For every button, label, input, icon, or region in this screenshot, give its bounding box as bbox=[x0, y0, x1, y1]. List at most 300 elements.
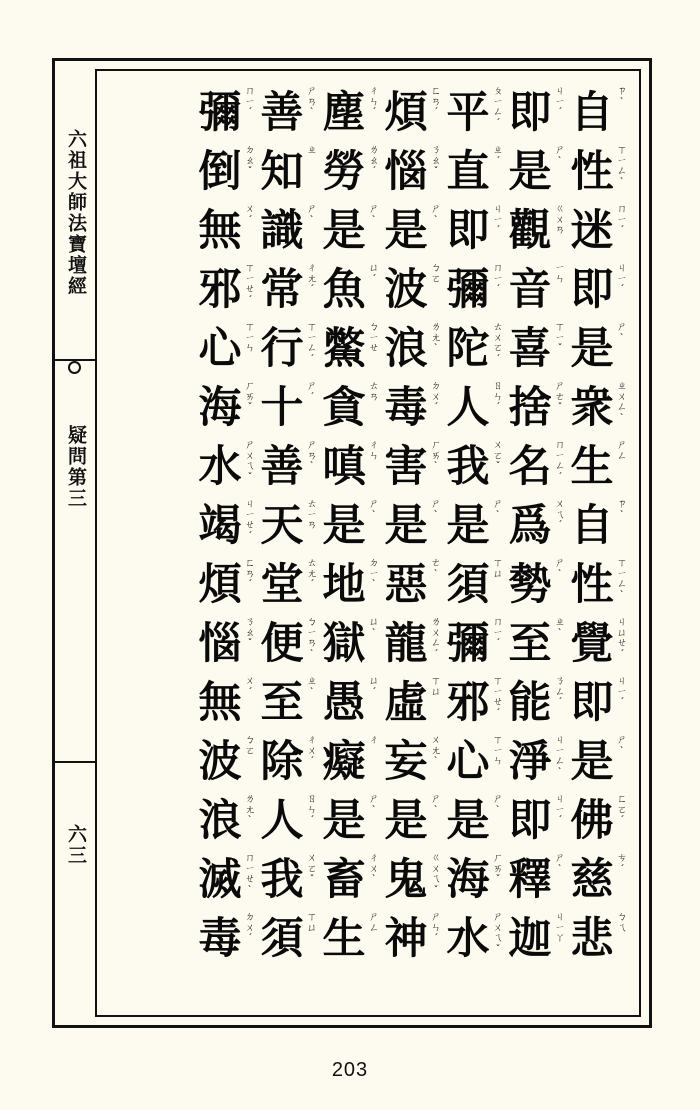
glyph-cell bbox=[443, 496, 505, 555]
bopomofo-annotation: ㄉㄧˋ bbox=[369, 558, 379, 590]
glyph-cell bbox=[381, 791, 443, 850]
han-character: 天 bbox=[260, 500, 304, 551]
bopomofo-annotation: ㄌㄠˊ bbox=[369, 145, 379, 177]
bopomofo-annotation: ㄔㄣˊ bbox=[369, 86, 379, 118]
bopomofo-annotation: ㄨˊ bbox=[245, 204, 255, 226]
han-character: 人 bbox=[260, 795, 304, 846]
glyph-cell bbox=[319, 791, 381, 850]
han-character: 無 bbox=[198, 677, 242, 728]
bopomofo-annotation: ㄕㄨㄟˇ bbox=[493, 912, 503, 955]
bopomofo-annotation: ㄅㄟ bbox=[617, 912, 627, 934]
bopomofo-annotation: ㄇㄧˊ bbox=[245, 86, 255, 118]
glyph-cell bbox=[319, 496, 381, 555]
sutra-title: 六祖大師法寶壇經 bbox=[65, 129, 87, 297]
bopomofo-annotation: ㄍㄨㄟˇ bbox=[431, 853, 441, 896]
han-character: 是 bbox=[570, 736, 614, 787]
text-column bbox=[319, 81, 381, 968]
han-character: 迷 bbox=[570, 205, 614, 256]
han-character: 衆 bbox=[570, 382, 614, 433]
glyph-cell bbox=[195, 319, 257, 378]
han-character: 畜 bbox=[322, 854, 366, 905]
han-character: 名 bbox=[508, 441, 552, 492]
bopomofo-annotation: ㄕˋ bbox=[493, 794, 503, 816]
bopomofo-annotation: ㄐㄩㄝˊ bbox=[617, 617, 627, 660]
bopomofo-annotation: ㄐㄧㄥˋ bbox=[555, 735, 565, 778]
bopomofo-annotation: ㄊㄤˊ bbox=[307, 558, 317, 590]
han-character: 勢 bbox=[508, 559, 552, 610]
glyph-cell bbox=[195, 614, 257, 673]
glyph-cell bbox=[505, 909, 567, 968]
bopomofo-annotation: ㄋㄥˊ bbox=[555, 676, 565, 708]
glyph-cell bbox=[319, 614, 381, 673]
bopomofo-annotation: ㄕˋ bbox=[369, 794, 379, 816]
han-character: 行 bbox=[260, 323, 304, 374]
bopomofo-annotation: ㄒㄧˇ bbox=[555, 322, 565, 354]
glyph-cell bbox=[319, 673, 381, 732]
han-character: 龍 bbox=[384, 618, 428, 669]
han-character: 是 bbox=[384, 795, 428, 846]
han-character: 勞 bbox=[322, 146, 366, 197]
text-column bbox=[195, 81, 257, 968]
bopomofo-annotation: ㄕˋ bbox=[369, 499, 379, 521]
han-character: 毒 bbox=[384, 382, 428, 433]
bopomofo-annotation: ㄕˋ bbox=[307, 204, 317, 226]
glyph-cell bbox=[505, 850, 567, 909]
bopomofo-annotation: ㄗˋ bbox=[617, 86, 627, 108]
glyph-cell bbox=[319, 83, 381, 142]
text-column bbox=[443, 81, 505, 968]
bopomofo-annotation: ㄅㄛ bbox=[431, 263, 441, 285]
glyph-cell bbox=[257, 201, 319, 260]
han-character: 地 bbox=[322, 559, 366, 610]
han-character: 常 bbox=[260, 264, 304, 315]
han-character: 煩 bbox=[384, 87, 428, 138]
glyph-cell bbox=[505, 378, 567, 437]
han-character: 音 bbox=[508, 264, 552, 315]
han-character: 魚 bbox=[322, 264, 366, 315]
han-character: 惡 bbox=[384, 559, 428, 610]
han-character: 我 bbox=[446, 441, 490, 492]
side-divider-bottom bbox=[55, 761, 95, 763]
han-character: 知 bbox=[260, 146, 304, 197]
han-character: 水 bbox=[446, 913, 490, 964]
bopomofo-annotation: ㄆㄧㄥˊ bbox=[493, 86, 503, 129]
glyph-cell bbox=[505, 83, 567, 142]
glyph-cell bbox=[443, 378, 505, 437]
bopomofo-annotation: ㄈㄛˊ bbox=[617, 794, 627, 826]
glyph-cell bbox=[443, 201, 505, 260]
han-character: 海 bbox=[446, 854, 490, 905]
han-character: 愚 bbox=[322, 677, 366, 728]
glyph-cell bbox=[257, 260, 319, 319]
glyph-cell bbox=[443, 83, 505, 142]
han-character: 陀 bbox=[446, 323, 490, 374]
bopomofo-annotation: ㄕㄥ bbox=[617, 440, 627, 462]
glyph-cell bbox=[257, 378, 319, 437]
glyph-cell bbox=[257, 732, 319, 791]
han-character: 彌 bbox=[446, 264, 490, 315]
glyph-cell bbox=[319, 437, 381, 496]
text-column bbox=[505, 81, 567, 968]
glyph-cell bbox=[195, 909, 257, 968]
han-character: 是 bbox=[322, 795, 366, 846]
bopomofo-annotation: ㄒㄧㄣ bbox=[493, 735, 503, 767]
bopomofo-annotation: ㄒㄧㄥˋ bbox=[617, 145, 627, 188]
bopomofo-annotation: ㄈㄢˊ bbox=[245, 558, 255, 590]
glyph-cell bbox=[505, 555, 567, 614]
han-character: 自 bbox=[570, 500, 614, 551]
bopomofo-annotation: ㄖㄣˊ bbox=[307, 794, 317, 826]
han-character: 生 bbox=[570, 441, 614, 492]
bopomofo-annotation: ㄔㄨˊ bbox=[307, 735, 317, 767]
bopomofo-annotation: ㄍㄨㄢ bbox=[555, 204, 565, 236]
han-character: 水 bbox=[198, 441, 242, 492]
text-column bbox=[381, 81, 443, 968]
inner-text-frame bbox=[95, 69, 641, 1017]
bopomofo-annotation: ㄒㄧㄝˊ bbox=[245, 263, 255, 306]
han-character: 無 bbox=[198, 205, 242, 256]
han-character: 即 bbox=[570, 677, 614, 728]
han-character: 浪 bbox=[198, 795, 242, 846]
han-character: 彌 bbox=[446, 618, 490, 669]
han-character: 平 bbox=[446, 87, 490, 138]
han-character: 是 bbox=[384, 205, 428, 256]
bopomofo-annotation: ㄩˊ bbox=[369, 263, 379, 285]
bopomofo-annotation: ㄨㄛˇ bbox=[493, 440, 503, 472]
bopomofo-annotation: ㄓˋ bbox=[555, 617, 565, 639]
han-character: 鬼 bbox=[384, 854, 428, 905]
han-character: 堂 bbox=[260, 559, 304, 610]
han-character: 除 bbox=[260, 736, 304, 787]
glyph-cell bbox=[567, 378, 629, 437]
bopomofo-annotation: ㄩˋ bbox=[369, 617, 379, 639]
han-character: 佛 bbox=[570, 795, 614, 846]
glyph-cell bbox=[319, 142, 381, 201]
glyph-cell bbox=[195, 142, 257, 201]
glyph-cell bbox=[567, 496, 629, 555]
bopomofo-annotation: ㄐㄧㄚ bbox=[555, 912, 565, 944]
han-character: 性 bbox=[570, 146, 614, 197]
glyph-cell bbox=[443, 791, 505, 850]
glyph-cell bbox=[257, 496, 319, 555]
glyph-cell bbox=[443, 142, 505, 201]
han-character: 海 bbox=[198, 382, 242, 433]
bopomofo-annotation: ㄇㄧˊ bbox=[493, 617, 503, 649]
han-character: 是 bbox=[570, 323, 614, 374]
han-character: 神 bbox=[384, 913, 428, 964]
han-character: 鱉 bbox=[322, 323, 366, 374]
han-character: 識 bbox=[260, 205, 304, 256]
bopomofo-annotation: ㄋㄠˇ bbox=[431, 145, 441, 177]
vertical-text-columns bbox=[107, 81, 629, 1005]
bopomofo-annotation: ㄩˊ bbox=[369, 676, 379, 698]
bopomofo-annotation: ㄨㄤˋ bbox=[431, 735, 441, 767]
bopomofo-annotation: ㄔㄨˋ bbox=[369, 853, 379, 885]
han-character: 即 bbox=[446, 205, 490, 256]
glyph-cell bbox=[319, 850, 381, 909]
han-character: 至 bbox=[508, 618, 552, 669]
glyph-cell bbox=[567, 437, 629, 496]
glyph-cell bbox=[443, 555, 505, 614]
han-character: 獄 bbox=[322, 618, 366, 669]
glyph-cell bbox=[195, 673, 257, 732]
glyph-cell bbox=[195, 732, 257, 791]
text-block-frame bbox=[52, 58, 652, 1028]
bopomofo-annotation: ㄅㄧㄝ bbox=[369, 322, 379, 354]
han-character: 爲 bbox=[508, 500, 552, 551]
glyph-cell bbox=[505, 791, 567, 850]
glyph-cell bbox=[505, 142, 567, 201]
han-character: 十 bbox=[260, 382, 304, 433]
glyph-cell bbox=[567, 673, 629, 732]
glyph-cell bbox=[257, 319, 319, 378]
glyph-cell bbox=[381, 83, 443, 142]
han-character: 貪 bbox=[322, 382, 366, 433]
bopomofo-annotation: ㄖㄣˊ bbox=[493, 381, 503, 413]
bopomofo-annotation: ㄐㄧˊ bbox=[555, 794, 565, 826]
ring-marker-icon bbox=[68, 361, 81, 374]
glyph-cell bbox=[505, 201, 567, 260]
bopomofo-annotation: ㄋㄠˇ bbox=[245, 617, 255, 649]
glyph-cell bbox=[567, 201, 629, 260]
han-character: 虛 bbox=[384, 677, 428, 728]
bopomofo-annotation: ㄒㄩ bbox=[431, 676, 441, 698]
glyph-cell bbox=[443, 673, 505, 732]
bopomofo-annotation: ㄕˋ bbox=[555, 558, 565, 580]
glyph-cell bbox=[505, 732, 567, 791]
glyph-cell bbox=[505, 673, 567, 732]
bopomofo-annotation: ㄕˋ bbox=[617, 735, 627, 757]
bopomofo-annotation: ㄕˋ bbox=[431, 204, 441, 226]
bopomofo-annotation: ㄌㄤˋ bbox=[245, 794, 255, 826]
han-character: 覺 bbox=[570, 618, 614, 669]
glyph-cell bbox=[319, 260, 381, 319]
glyph-cell bbox=[195, 260, 257, 319]
bopomofo-annotation: ㄘˊ bbox=[617, 853, 627, 875]
glyph-cell bbox=[381, 614, 443, 673]
han-character: 彌 bbox=[198, 87, 242, 138]
han-character: 便 bbox=[260, 618, 304, 669]
han-character: 須 bbox=[446, 559, 490, 610]
han-character: 我 bbox=[260, 854, 304, 905]
bopomofo-annotation: ㄓ bbox=[307, 145, 317, 156]
glyph-cell bbox=[319, 201, 381, 260]
bopomofo-annotation: ㄇㄧㄝˋ bbox=[245, 853, 255, 896]
glyph-cell bbox=[567, 142, 629, 201]
glyph-cell bbox=[443, 909, 505, 968]
bopomofo-annotation: ㄓˋ bbox=[307, 676, 317, 698]
bopomofo-annotation: ㄒㄧㄥˊ bbox=[307, 322, 317, 365]
bopomofo-annotation: ㄕˋ bbox=[555, 853, 565, 875]
glyph-cell bbox=[257, 142, 319, 201]
bopomofo-annotation: ㄜˋ bbox=[431, 558, 441, 580]
glyph-cell bbox=[505, 260, 567, 319]
printed-page-number: 203 bbox=[331, 1059, 369, 1081]
glyph-cell bbox=[505, 437, 567, 496]
han-character: 迦 bbox=[508, 913, 552, 964]
han-character: 波 bbox=[384, 264, 428, 315]
han-character: 害 bbox=[384, 441, 428, 492]
glyph-cell bbox=[319, 378, 381, 437]
glyph-cell bbox=[195, 378, 257, 437]
han-character: 心 bbox=[198, 323, 242, 374]
glyph-cell bbox=[257, 437, 319, 496]
bopomofo-annotation: ㄨㄟˊ bbox=[555, 499, 565, 531]
glyph-cell bbox=[257, 673, 319, 732]
glyph-cell bbox=[195, 555, 257, 614]
han-character: 邪 bbox=[446, 677, 490, 728]
glyph-cell bbox=[195, 437, 257, 496]
bopomofo-annotation: ㄌㄤˋ bbox=[431, 322, 441, 354]
glyph-cell bbox=[381, 909, 443, 968]
glyph-cell bbox=[443, 850, 505, 909]
glyph-cell bbox=[257, 614, 319, 673]
bopomofo-annotation: ㄒㄧㄥˋ bbox=[617, 558, 627, 601]
glyph-cell bbox=[567, 555, 629, 614]
glyph-cell bbox=[381, 319, 443, 378]
bopomofo-annotation: ㄔㄣ bbox=[369, 440, 379, 462]
bopomofo-annotation: ㄉㄨˊ bbox=[431, 381, 441, 413]
bopomofo-annotation: ㄈㄢˊ bbox=[431, 86, 441, 118]
glyph-cell bbox=[195, 850, 257, 909]
glyph-cell bbox=[381, 732, 443, 791]
bopomofo-annotation: ㄌㄨㄥˊ bbox=[431, 617, 441, 660]
han-character: 煩 bbox=[198, 559, 242, 610]
glyph-cell bbox=[381, 496, 443, 555]
glyph-cell bbox=[257, 791, 319, 850]
han-character: 妄 bbox=[384, 736, 428, 787]
glyph-cell bbox=[381, 260, 443, 319]
glyph-cell bbox=[505, 614, 567, 673]
glyph-cell bbox=[381, 142, 443, 201]
han-character: 竭 bbox=[198, 500, 242, 551]
glyph-cell bbox=[567, 319, 629, 378]
glyph-cell bbox=[319, 909, 381, 968]
bopomofo-annotation: ㄨㄛˇ bbox=[307, 853, 317, 885]
bopomofo-annotation: ㄕˋ bbox=[493, 499, 503, 521]
bopomofo-annotation: ㄕˋ bbox=[617, 322, 627, 344]
glyph-cell bbox=[443, 260, 505, 319]
han-character: 生 bbox=[322, 913, 366, 964]
glyph-cell bbox=[319, 732, 381, 791]
bopomofo-annotation: ㄕㄜˇ bbox=[555, 381, 565, 413]
bopomofo-annotation: ㄗˋ bbox=[617, 499, 627, 521]
han-character: 毒 bbox=[198, 913, 242, 964]
han-character: 癡 bbox=[322, 736, 366, 787]
han-character: 人 bbox=[446, 382, 490, 433]
glyph-cell bbox=[381, 850, 443, 909]
bopomofo-annotation: ㄇㄧˊ bbox=[493, 263, 503, 295]
glyph-cell bbox=[319, 319, 381, 378]
han-character: 觀 bbox=[508, 205, 552, 256]
han-character: 惱 bbox=[198, 618, 242, 669]
han-character: 慈 bbox=[570, 854, 614, 905]
han-character: 善 bbox=[260, 441, 304, 492]
glyph-cell bbox=[567, 260, 629, 319]
text-column bbox=[257, 81, 319, 968]
bopomofo-annotation: ㄐㄧˊ bbox=[493, 204, 503, 236]
han-character: 浪 bbox=[384, 323, 428, 374]
han-character: 心 bbox=[446, 736, 490, 787]
han-character: 直 bbox=[446, 146, 490, 197]
glyph-cell bbox=[319, 555, 381, 614]
han-character: 惱 bbox=[384, 146, 428, 197]
glyph-cell bbox=[567, 614, 629, 673]
han-character: 是 bbox=[446, 795, 490, 846]
glyph-cell bbox=[567, 850, 629, 909]
bopomofo-annotation: ㄔㄤˊ bbox=[307, 263, 317, 295]
glyph-cell bbox=[195, 791, 257, 850]
bopomofo-annotation: ㄕㄥ bbox=[369, 912, 379, 934]
bopomofo-annotation: ㄏㄞˋ bbox=[431, 440, 441, 472]
bopomofo-annotation: ㄐㄧˊ bbox=[617, 263, 627, 295]
bopomofo-annotation: ㄕˋ bbox=[431, 499, 441, 521]
bopomofo-annotation: ㄐㄧㄝˊ bbox=[245, 499, 255, 542]
han-character: 塵 bbox=[322, 87, 366, 138]
glyph-cell bbox=[195, 496, 257, 555]
bopomofo-annotation: ㄓˊ bbox=[493, 145, 503, 167]
bopomofo-annotation: ㄉㄨˊ bbox=[245, 912, 255, 944]
bopomofo-annotation: ㄨˊ bbox=[245, 676, 255, 698]
han-character: 是 bbox=[322, 205, 366, 256]
bopomofo-annotation: ㄐㄧˊ bbox=[617, 676, 627, 708]
glyph-cell bbox=[505, 496, 567, 555]
han-character: 倒 bbox=[198, 146, 242, 197]
bopomofo-annotation: ㄐㄧˊ bbox=[555, 86, 565, 118]
glyph-cell bbox=[195, 201, 257, 260]
bopomofo-annotation: ㄒㄧㄝˊ bbox=[493, 676, 503, 719]
glyph-cell bbox=[567, 909, 629, 968]
glyph-cell bbox=[257, 850, 319, 909]
glyph-cell bbox=[257, 555, 319, 614]
glyph-cell bbox=[443, 319, 505, 378]
han-character: 即 bbox=[508, 795, 552, 846]
bopomofo-annotation: ㄕˋ bbox=[431, 794, 441, 816]
glyph-cell bbox=[505, 319, 567, 378]
han-character: 淨 bbox=[508, 736, 552, 787]
bopomofo-annotation: ㄊㄢ bbox=[369, 381, 379, 403]
glyph-cell bbox=[257, 83, 319, 142]
glyph-cell bbox=[567, 732, 629, 791]
bopomofo-annotation: ㄒㄧㄣ bbox=[245, 322, 255, 354]
han-character: 邪 bbox=[198, 264, 242, 315]
han-character: 能 bbox=[508, 677, 552, 728]
bopomofo-annotation: ㄊㄧㄢ bbox=[307, 499, 317, 531]
bopomofo-annotation: ㄅㄛ bbox=[245, 735, 255, 757]
han-character: 是 bbox=[384, 500, 428, 551]
han-character: 喜 bbox=[508, 323, 552, 374]
text-column bbox=[567, 81, 629, 968]
bopomofo-annotation: ㄕˋ bbox=[369, 204, 379, 226]
glyph-cell bbox=[567, 791, 629, 850]
bopomofo-annotation: ㄕˋ bbox=[555, 145, 565, 167]
glyph-cell bbox=[381, 378, 443, 437]
han-character: 是 bbox=[508, 146, 552, 197]
bopomofo-annotation: ㄓㄨㄥˋ bbox=[617, 381, 627, 424]
han-character: 即 bbox=[508, 87, 552, 138]
han-character: 波 bbox=[198, 736, 242, 787]
bopomofo-annotation: ㄅㄧㄢˋ bbox=[307, 617, 317, 660]
han-character: 須 bbox=[260, 913, 304, 964]
han-character: 是 bbox=[446, 500, 490, 551]
bopomofo-annotation: ㄉㄠˇ bbox=[245, 145, 255, 177]
folio-number: 六三 bbox=[65, 824, 87, 866]
han-character: 捨 bbox=[508, 382, 552, 433]
bopomofo-annotation: ㄧㄣ bbox=[555, 263, 565, 285]
bopomofo-annotation: ㄒㄩ bbox=[493, 558, 503, 580]
han-character: 釋 bbox=[508, 854, 552, 905]
han-character: 是 bbox=[322, 500, 366, 551]
